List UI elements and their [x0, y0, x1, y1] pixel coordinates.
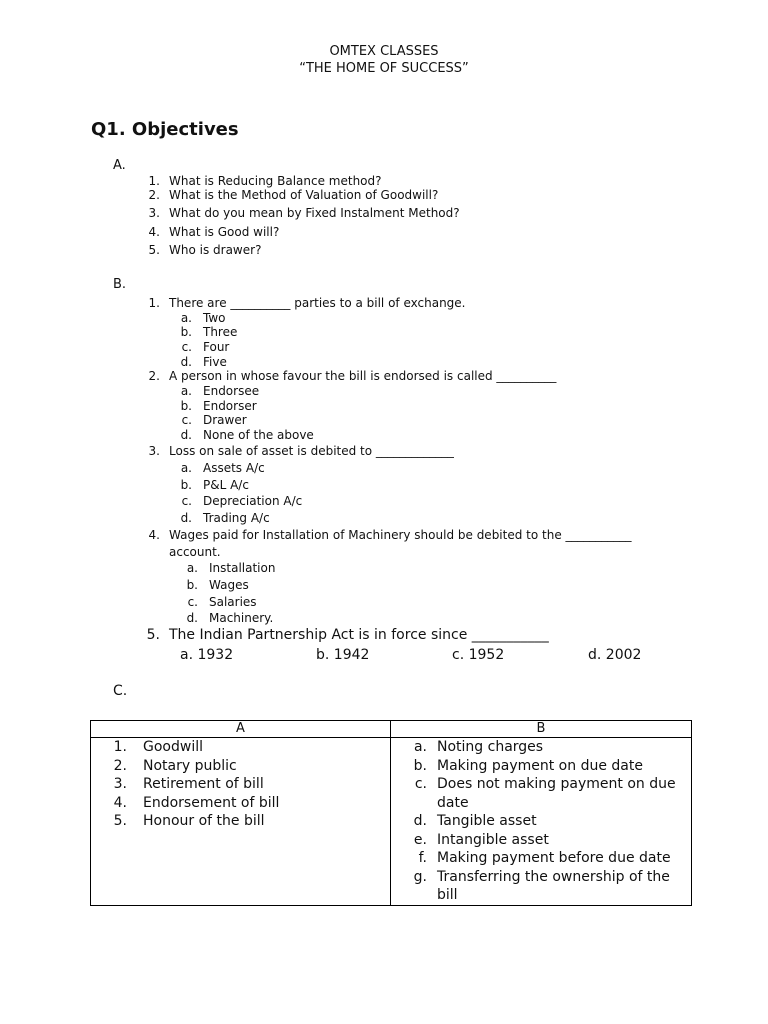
option-marker: d. [180, 511, 192, 525]
list-item [391, 831, 691, 850]
option-marker: c. [181, 340, 192, 354]
option-marker: d. [180, 428, 192, 442]
column-b-cell [391, 738, 692, 906]
item-marker: b. [413, 757, 427, 774]
column-b-list [391, 738, 691, 905]
question-number: 1. [148, 296, 160, 310]
item-text: Does not making payment on due date [437, 776, 676, 811]
option-marker: a. [186, 561, 198, 575]
option-marker: a. [180, 461, 192, 475]
option-text: Five [203, 355, 227, 369]
section-a-label: A. [113, 158, 126, 173]
question-text: What is Good will? [169, 225, 280, 239]
option-text: Endorser [203, 399, 257, 413]
option-text: Wages [209, 578, 249, 592]
question-number: 4. [148, 528, 160, 542]
item-marker: f. [418, 850, 427, 866]
item-marker: 1. [113, 739, 127, 755]
item-text: Making payment before due date [437, 850, 671, 866]
option-text: d. 2002 [588, 647, 642, 663]
question-text: What is Reducing Balance method? [169, 174, 382, 188]
item-text: Intangible asset [437, 831, 549, 848]
option-text: Drawer [203, 413, 247, 427]
option-text: Trading A/c [203, 511, 270, 525]
column-b-header: B [391, 721, 692, 738]
list-item [91, 757, 390, 776]
column-a-list [91, 738, 390, 831]
item-text: Making payment on due date [437, 757, 643, 774]
option-marker: a. [180, 311, 192, 325]
option-text: a. 1932 [180, 647, 234, 663]
option-marker: d. [186, 611, 198, 625]
question-number: 1. [148, 174, 160, 188]
option-text: Depreciation A/c [203, 494, 303, 508]
item-marker: a. [413, 739, 427, 755]
item-marker: 2. [113, 757, 127, 774]
item-marker: 4. [113, 794, 127, 811]
question-text: Wages paid for Installation of Machinery should be debited to the ___________ [169, 528, 632, 542]
option-marker: c. [181, 413, 192, 427]
option-text: b. 1942 [316, 647, 370, 663]
list-item [91, 738, 390, 757]
list-item [91, 794, 390, 813]
option-text: Four [203, 340, 230, 354]
list-item [391, 849, 691, 868]
item-text: Tangible asset [437, 813, 537, 829]
question-text: Loss on sale of asset is debited to _____________ [169, 444, 454, 458]
item-text: Noting charges [437, 739, 544, 755]
option-text: Three [203, 325, 238, 339]
question-number: 2. [148, 369, 160, 383]
header-line-2: “THE HOME OF SUCCESS” [299, 61, 469, 76]
list-item [391, 812, 691, 831]
item-text: Endorsement of bill [143, 794, 280, 811]
question-number: 5. [148, 243, 160, 257]
option-text: P&L A/c [203, 478, 249, 492]
item-text: Notary public [143, 757, 237, 774]
question-text: What is the Method of Valuation of Goodwill? [169, 188, 439, 202]
option-text: Salaries [209, 595, 257, 609]
list-item [391, 738, 691, 757]
match-table [90, 720, 692, 906]
question-text: The Indian Partnership Act is in force since ___________ [169, 627, 549, 643]
question-number: 3. [148, 206, 160, 220]
option-text: Two [203, 311, 226, 325]
item-marker: g. [413, 868, 427, 885]
section-c-label: C. [113, 683, 128, 699]
list-item [391, 757, 691, 776]
item-marker: d. [413, 813, 427, 829]
item-text: Retirement of bill [143, 776, 264, 792]
option-marker: c. [181, 494, 192, 508]
item-marker: c. [414, 776, 427, 792]
option-text: Installation [209, 561, 276, 575]
question-number: 3. [148, 444, 160, 458]
option-text: None of the above [203, 428, 314, 442]
option-text: Machinery. [209, 611, 274, 625]
column-a-cell [91, 738, 391, 906]
option-text: c. 1952 [452, 647, 505, 663]
item-marker: 3. [113, 776, 127, 792]
page-title: Q1. Objectives [91, 119, 239, 140]
question-text: There are __________ parties to a bill of exchange. [169, 296, 466, 310]
question-text: A person in whose favour the bill is endorsed is called __________ [169, 369, 557, 383]
question-text: What do you mean by Fixed Instalment Method? [169, 206, 460, 220]
option-marker: a. [180, 384, 192, 398]
option-marker: b. [186, 578, 198, 592]
item-text: Honour of the bill [143, 813, 265, 829]
option-marker: b. [180, 325, 192, 339]
option-marker: b. [180, 478, 192, 492]
question-number: 5. [146, 627, 160, 643]
option-text: Endorsee [203, 384, 260, 398]
list-item [91, 775, 390, 794]
header-line-1: OMTEX CLASSES [329, 44, 439, 59]
option-marker: b. [180, 399, 192, 413]
item-text: Transferring the ownership of the bill [437, 868, 670, 903]
item-marker: 5. [113, 813, 127, 829]
column-a-header: A [91, 721, 391, 738]
section-b-label: B. [113, 277, 127, 292]
option-marker: c. [187, 595, 198, 609]
option-marker: d. [180, 355, 192, 369]
question-number: 2. [148, 188, 160, 202]
question-text-continued: account. [169, 545, 221, 559]
list-item [391, 775, 691, 812]
question-text: Who is drawer? [169, 243, 262, 257]
item-marker: e. [413, 831, 427, 848]
question-number: 4. [148, 225, 160, 239]
list-item [91, 812, 390, 831]
option-text: Assets A/c [203, 461, 265, 475]
item-text: Goodwill [143, 739, 203, 755]
list-item [391, 868, 691, 905]
